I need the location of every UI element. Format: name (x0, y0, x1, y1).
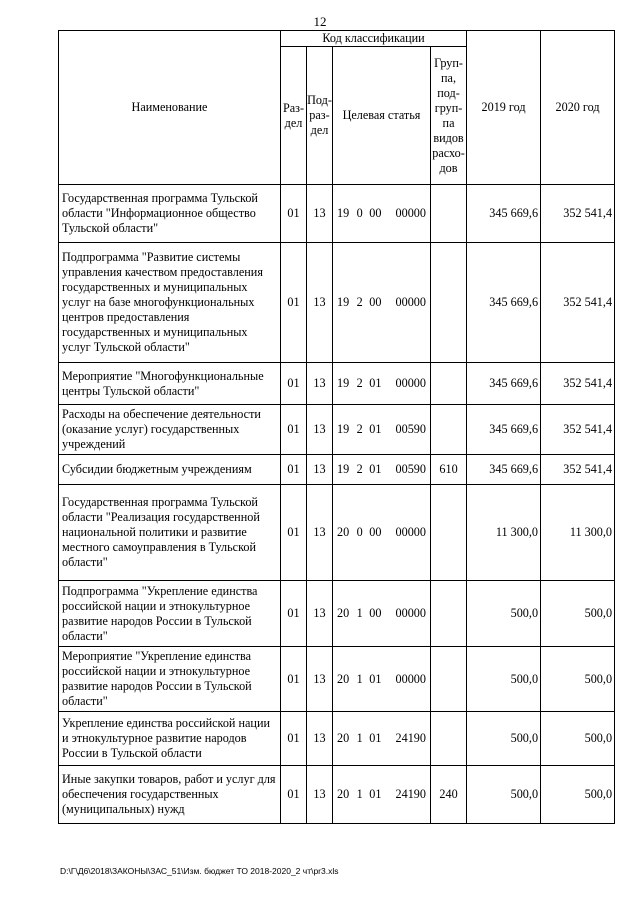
row-expense-group (431, 405, 467, 455)
target-article-part: 00590 (395, 462, 426, 476)
row-target-article (333, 712, 431, 766)
table-row (59, 243, 615, 363)
row-target-article (333, 766, 431, 824)
budget-table (58, 30, 615, 824)
target-article-part: 01 (369, 422, 382, 436)
target-article-part: 19 (337, 462, 350, 476)
row-amount-2020: 352 541,4 (541, 243, 615, 363)
row-name: Государственная программа Тульской области "Информационное общество Тульской области" (59, 185, 281, 243)
row-podrazdel: 13 (307, 363, 333, 405)
table-row (59, 363, 615, 405)
header-name: Наименование (59, 31, 281, 185)
header-year-2019: 2019 год (467, 31, 541, 185)
row-razdel: 01 (281, 455, 307, 485)
target-article-part: 2 (356, 295, 363, 309)
row-amount-2020: 352 541,4 (541, 455, 615, 485)
row-expense-group (431, 243, 467, 363)
row-razdel: 01 (281, 766, 307, 824)
table-row (59, 405, 615, 455)
row-amount-2019: 500,0 (467, 766, 541, 824)
row-target-article (333, 363, 431, 405)
target-article-part: 00000 (395, 206, 426, 220)
row-expense-group (431, 647, 467, 712)
row-expense-group (431, 485, 467, 581)
row-amount-2019: 345 669,6 (467, 185, 541, 243)
row-podrazdel: 13 (307, 405, 333, 455)
row-name: Субсидии бюджетным учреждениям (59, 455, 281, 485)
row-amount-2019: 500,0 (467, 647, 541, 712)
target-article-part: 24190 (395, 731, 426, 745)
row-target-article (333, 243, 431, 363)
row-name: Государственная программа Тульской области "Реализация государственной национальной политики и развитие местного самоуправления в Тульской области" (59, 485, 281, 581)
target-article-part: 2 (356, 462, 363, 476)
row-target-article (333, 581, 431, 647)
row-razdel: 01 (281, 185, 307, 243)
target-article-part: 20 (337, 525, 350, 539)
target-article-part: 00590 (395, 422, 426, 436)
header-razdel: Раз- дел (281, 47, 307, 185)
header-target-article: Целевая статья (333, 47, 431, 185)
row-amount-2020: 500,0 (541, 647, 615, 712)
target-article-part: 00000 (395, 295, 426, 309)
target-article-part: 01 (369, 376, 382, 390)
table-row (59, 712, 615, 766)
row-expense-group (431, 185, 467, 243)
target-article-part: 01 (369, 462, 382, 476)
row-amount-2020: 500,0 (541, 766, 615, 824)
target-article-part: 2 (356, 422, 363, 436)
target-article-part: 1 (356, 787, 363, 801)
target-article-part: 00000 (395, 671, 426, 686)
file-path-footer: D:\Г\Д6\2018\ЗАКОНЫ\ЗАС_51\Изм. бюджет ТО 2018-2020_2 чт\pr3.xls (60, 866, 339, 876)
target-article-part: 20 (337, 606, 350, 620)
row-amount-2019: 500,0 (467, 712, 541, 766)
target-article-part: 00 (369, 606, 382, 620)
target-article-part: 19 (337, 206, 350, 220)
row-amount-2020: 352 541,4 (541, 405, 615, 455)
table-row (59, 647, 615, 712)
header-classification: Код классификации (281, 31, 467, 47)
target-article-part: 20 (337, 671, 350, 686)
row-razdel: 01 (281, 581, 307, 647)
row-expense-group (431, 581, 467, 647)
row-razdel: 01 (281, 363, 307, 405)
row-name: Расходы на обеспечение деятельности (оказание услуг) государственных учреждений (59, 405, 281, 455)
target-article-part: 01 (369, 731, 382, 745)
row-target-article (333, 185, 431, 243)
row-name: Подпрограмма "Укрепление единства российской нации и этнокультурное развитие народов России в Тульской области" (59, 581, 281, 647)
row-amount-2020: 500,0 (541, 712, 615, 766)
row-amount-2020: 352 541,4 (541, 185, 615, 243)
target-article-part: 01 (369, 787, 382, 801)
row-podrazdel: 13 (307, 712, 333, 766)
target-article-part: 01 (369, 671, 382, 686)
row-podrazdel: 13 (307, 243, 333, 363)
row-name: Мероприятие "Многофункциональные центры Тульской области" (59, 363, 281, 405)
row-amount-2020: 352 541,4 (541, 363, 615, 405)
row-name: Мероприятие "Укрепление единства российской нации и этнокультурное развитие народов России в Тульской области" (59, 647, 281, 712)
row-podrazdel: 13 (307, 185, 333, 243)
row-target-article (333, 405, 431, 455)
target-article-part: 1 (356, 671, 363, 686)
header-year-2020: 2020 год (541, 31, 615, 185)
row-amount-2019: 345 669,6 (467, 455, 541, 485)
row-expense-group (431, 712, 467, 766)
row-razdel: 01 (281, 712, 307, 766)
row-expense-group (431, 363, 467, 405)
row-podrazdel: 13 (307, 485, 333, 581)
row-amount-2019: 345 669,6 (467, 363, 541, 405)
row-razdel: 01 (281, 647, 307, 712)
target-article-part: 20 (337, 731, 350, 745)
target-article-part: 0 (356, 525, 363, 539)
target-article-part: 2 (356, 376, 363, 390)
target-article-part: 20 (337, 787, 350, 801)
row-expense-group: 610 (431, 455, 467, 485)
target-article-part: 19 (337, 295, 350, 309)
table-row (59, 766, 615, 824)
target-article-part: 00000 (395, 606, 426, 620)
target-article-part: 1 (356, 731, 363, 745)
target-article-part: 0 (356, 206, 363, 220)
row-razdel: 01 (281, 243, 307, 363)
target-article-part: 00000 (395, 525, 426, 539)
table-row (59, 455, 615, 485)
target-article-part: 19 (337, 376, 350, 390)
row-amount-2019: 345 669,6 (467, 243, 541, 363)
table-row (59, 581, 615, 647)
row-amount-2019: 500,0 (467, 581, 541, 647)
row-razdel: 01 (281, 405, 307, 455)
row-podrazdel: 13 (307, 581, 333, 647)
row-target-article (333, 647, 431, 712)
target-article-part: 00000 (395, 376, 426, 390)
target-article-part: 19 (337, 422, 350, 436)
table-row (59, 485, 615, 581)
row-amount-2020: 500,0 (541, 581, 615, 647)
target-article-part: 24190 (395, 787, 426, 801)
row-podrazdel: 13 (307, 647, 333, 712)
row-razdel: 01 (281, 485, 307, 581)
target-article-part: 1 (356, 606, 363, 620)
page-number: 12 (313, 14, 327, 29)
header-podrazdel: Под- раз- дел (307, 47, 333, 185)
target-article-part: 00 (369, 525, 382, 539)
row-target-article (333, 485, 431, 581)
row-name: Иные закупки товаров, работ и услуг для обеспечения государственных (муниципальных) нужд (59, 766, 281, 824)
target-article-part: 00 (369, 206, 382, 220)
row-target-article (333, 455, 431, 485)
row-name: Укрепление единства российской нации и этнокультурное развитие народов России в Тульской области (59, 712, 281, 766)
row-expense-group: 240 (431, 766, 467, 824)
row-podrazdel: 13 (307, 766, 333, 824)
table-row (59, 185, 615, 243)
row-amount-2020: 11 300,0 (541, 485, 615, 581)
row-podrazdel: 13 (307, 455, 333, 485)
row-amount-2019: 11 300,0 (467, 485, 541, 581)
target-article-part: 00 (369, 295, 382, 309)
row-name: Подпрограмма "Развитие системы управления качеством предоставления государственных и муниципальных услуг на базе многофункциональных центров предоставления государственных и муниципальных услуг Тульской области" (59, 243, 281, 363)
row-amount-2019: 345 669,6 (467, 405, 541, 455)
header-expense-group: Груп- па, под- груп- па видов расхо- дов (431, 47, 467, 185)
